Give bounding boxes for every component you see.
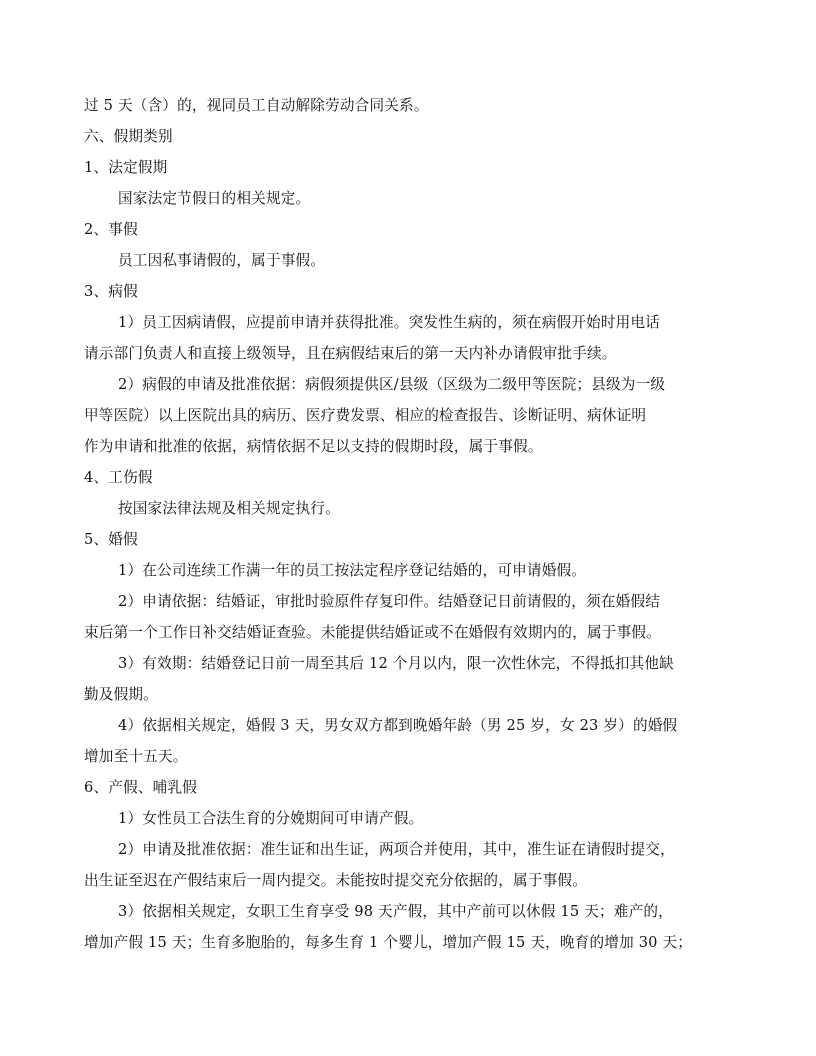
- subsection-heading: 6、产假、哺乳假: [84, 779, 198, 796]
- text-line: 2）申请及批准依据：准生证和出生证，两项合并使用，其中，准生证在请假时提交，: [118, 841, 675, 858]
- text-line: 1）女性员工合法生育的分娩期间可申请产假。: [118, 810, 424, 827]
- text-line: 国家法定节假日的相关规定。: [118, 190, 311, 207]
- text-line: 1）在公司连续工作满一年的员工按法定程序登记结婚的，可申请婚假。: [118, 562, 587, 579]
- text-line: 作为申请和批准的依据，病情依据不足以支持的假期时段，属于事假。: [84, 438, 543, 455]
- document-body: [84, 90, 724, 958]
- subsection-heading: 2、事假: [84, 221, 138, 238]
- text-line: 增加产假 15 天；生育多胞胎的，每多生育 1 个婴儿，增加产假 15 天，晚育的增加 30 天；: [84, 934, 693, 951]
- text-line: 出生证至迟在产假结束后一周内提交。未能按时提交充分依据的，属于事假。: [84, 872, 587, 889]
- text-line: 4）依据相关规定，婚假 3 天，男女双方都到晚婚年龄（男 25 岁，女 23 岁）的婚假: [118, 717, 678, 734]
- section-heading: 六、假期类别: [84, 128, 173, 145]
- text-line: 2）病假的申请及批准依据：病假须提供区/县级（区级为二级甲等医院；县级为一级: [118, 376, 666, 393]
- text-line: 2）申请依据：结婚证，审批时验原件存复印件。结婚登记日前请假的，须在婚假结: [118, 593, 661, 610]
- text-line: 甲等医院）以上医院出具的病历、医疗费发票、相应的检查报告、诊断证明、病休证明: [84, 407, 647, 424]
- text-line: 增加至十五天。: [84, 748, 188, 765]
- text-line: 过 5 天（含）的，视同员工自动解除劳动合同关系。: [84, 97, 429, 114]
- text-line: 勤及假期。: [84, 686, 158, 703]
- text-line: 3）依据相关规定，女职工生育享受 98 天产假，其中产前可以休假 15 天；难产的，: [118, 903, 673, 920]
- text-line: 1）员工因病请假，应提前申请并获得批准。突发性生病的，须在病假开始时用电话: [118, 314, 661, 331]
- text-line: 3）有效期：结婚登记日前一周至其后 12 个月以内，限一次性休完，不得抵扣其他缺: [118, 655, 674, 672]
- text-line: 员工因私事请假的，属于事假。: [118, 252, 326, 269]
- text-line: 束后第一个工作日补交结婚证查验。未能提供结婚证或不在婚假有效期内的，属于事假。: [84, 624, 661, 641]
- subsection-heading: 5、婚假: [84, 531, 138, 548]
- text-line: 请示部门负责人和直接上级领导，且在病假结束后的第一天内补办请假审批手续。: [84, 345, 617, 362]
- subsection-heading: 4、工伤假: [84, 469, 153, 486]
- text-line: 按国家法律法规及相关规定执行。: [118, 500, 340, 517]
- subsection-heading: 1、法定假期: [84, 159, 168, 176]
- subsection-heading: 3、病假: [84, 283, 138, 300]
